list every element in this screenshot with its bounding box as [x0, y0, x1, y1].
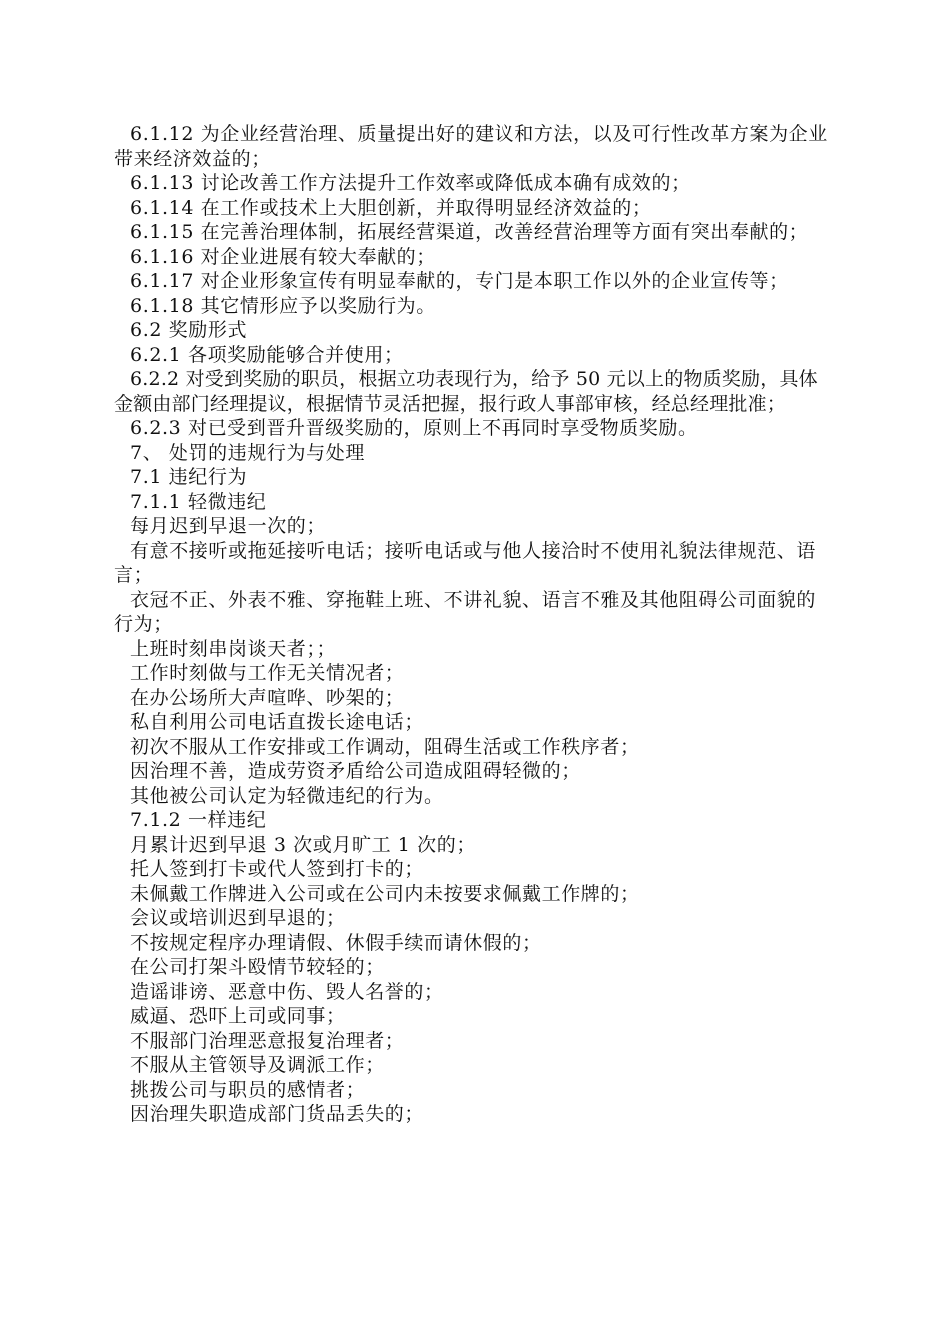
list-item: 月累计迟到早退 3 次或月旷工 1 次的；: [130, 833, 476, 856]
paragraph: 6.1.14 在工作或技术上大胆创新，并取得明显经济效益的；: [130, 196, 652, 219]
section-heading: 6.2 奖励形式: [130, 319, 248, 341]
paragraph: 6.1.18 其它情形应予以奖励行为。: [130, 294, 436, 317]
list-item: 有意不接听或拖延接听电话；接听电话或与他人接洽时不使用礼貌法律规范、语言；: [114, 539, 817, 586]
paragraph: 6.2.1 各项奖励能够合并使用；: [130, 343, 404, 366]
list-item: 私自利用公司电话直拨长途电话；: [130, 711, 425, 733]
paragraph: 6.2.2 对受到奖励的职员，根据立功表现行为，给予 50 元以上的物质奖励，具体金额由部门经理提议，根据情节灵活把握，报行政人事部审核，经总经理批准；: [114, 368, 818, 415]
document-body: [114, 122, 830, 1127]
list-item: 衣冠不正、外表不雅、穿拖鞋上班、不讲礼貌、语言不雅及其他阻碍公司面貌的行为；: [114, 588, 817, 635]
list-item: 不按规定程序办理请假、休假手续而请休假的；: [130, 931, 542, 954]
list-item: 造谣诽谤、恶意中伤、毁人名誉的；: [130, 980, 444, 1003]
list-item: 托人签到打卡或代人签到打卡的；: [130, 858, 425, 880]
list-item: 不服从主管领导及调派工作；: [130, 1054, 385, 1076]
paragraph: 6.1.13 讨论改善工作方法提升工作效率或降低成本确有成效的；: [130, 172, 691, 194]
list-item: 其他被公司认定为轻微违纪的行为。: [130, 784, 444, 807]
paragraph: 6.1.17 对企业形象宣传有明显奉献的，专门是本职工作以外的企业宣传等；: [130, 270, 789, 292]
section-heading: 7.1.1 轻微违纪: [130, 490, 267, 513]
section-heading: 7.1.2 一样违纪: [130, 809, 267, 831]
list-item: 上班时刻串岗谈天者；；: [130, 637, 337, 660]
list-item: 因治理失职造成部门货品丢失的；: [130, 1103, 425, 1125]
paragraph: 6.1.15 在完善治理体制，拓展经营渠道，改善经营治理等方面有突出奉献的；: [130, 221, 809, 243]
list-item: 挑拨公司与职员的感情者；: [130, 1078, 366, 1101]
list-item: 因治理不善，造成劳资矛盾给公司造成阻碍轻微的；: [130, 760, 581, 782]
list-item: 未佩戴工作牌进入公司或在公司内未按要求佩戴工作牌的；: [130, 882, 640, 905]
paragraph: 6.1.16 对企业进展有较大奉献的；: [130, 245, 436, 268]
paragraph: 6.1.12 为企业经营治理、质量提出好的建议和方法，以及可行性改革方案为企业带来经济效益的；: [114, 123, 828, 170]
list-item: 在公司打架斗殴情节较轻的；: [130, 956, 385, 978]
list-item: 初次不服从工作安排或工作调动，阻碍生活或工作秩序者；: [130, 735, 640, 758]
list-item: 工作时刻做与工作无关情况者；: [130, 662, 405, 684]
section-heading: 7.1 违纪行为: [130, 466, 248, 488]
list-item: 威逼、恐吓上司或同事；: [130, 1005, 346, 1027]
list-item: 在办公场所大声喧哗、吵架的；: [130, 686, 405, 709]
list-item: 不服部门治理恶意报复治理者；: [130, 1029, 405, 1052]
paragraph: 6.2.3 对已受到晋升晋级奖励的，原则上不再同时享受物质奖励。: [130, 417, 698, 439]
list-item: 每月迟到早退一次的；: [130, 515, 327, 537]
section-heading: 7、 处罚的违规行为与处理: [130, 441, 365, 464]
list-item: 会议或培训迟到早退的；: [130, 907, 346, 929]
